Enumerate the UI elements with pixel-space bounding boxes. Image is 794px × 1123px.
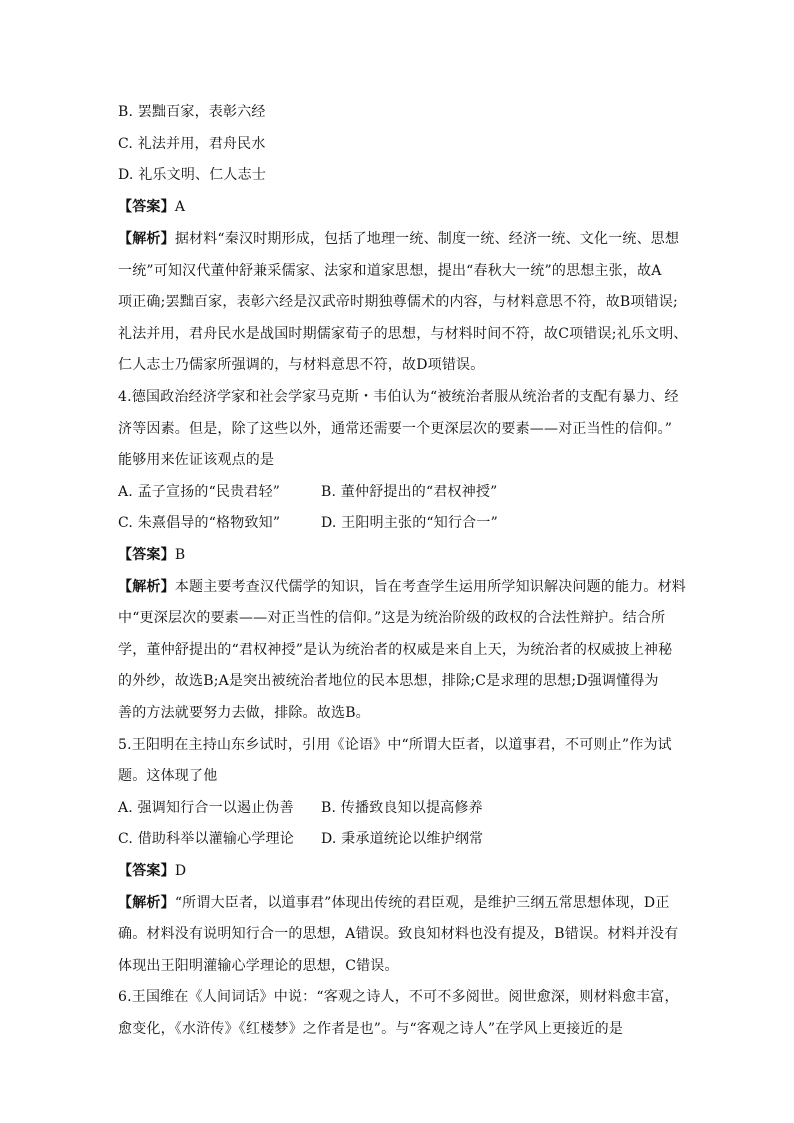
- option-b: B. 传播致良知以提高修养: [321, 800, 483, 816]
- option-d: D. 秉承道统论以维护纲常: [321, 831, 484, 847]
- analysis-text: 据材料“秦汉时期形成，包括了地理一统、制度一统、经济一统、文化一统、思想: [174, 231, 680, 247]
- analysis-text: 本题主要考查汉代儒学的知识，旨在考查学生运用所学知识解决问题的能力。材料: [174, 579, 687, 595]
- option-a: A. 孟子宣扬的“民贵君轻”: [118, 484, 281, 500]
- analysis-line: [118, 229, 679, 249]
- answer-label: 【答案】: [118, 199, 175, 215]
- analysis-label: 【解析】: [118, 579, 175, 595]
- analysis-line: 确。材料没有说明知行合一的思想，A错误。致良知材料也没有提及，B错误。材料并没有: [118, 926, 679, 942]
- option-a: A. 强调知行合一以遏止伪善: [118, 800, 294, 816]
- option-d: D. 王阳明主张的“知行合一”: [321, 515, 498, 531]
- option-row: [118, 829, 484, 849]
- question-stem: 6.王国维在《人间词话》中说：“客观之诗人，不可不多阅世。阅世愈深，则材料愈丰富，: [118, 989, 679, 1005]
- answer-line: [118, 861, 186, 881]
- analysis-line: 礼法并用，君舟民水是战国时期儒家荀子的思想，与材料时间不符，故C项错误;礼乐文明、: [118, 326, 688, 342]
- option-c: C. 借助科举以灌输心学理论: [118, 831, 294, 847]
- analysis-text: “所谓大臣者，以道事君”体现出传统的君臣观，是维护三纲五常思想体现，D正: [174, 895, 670, 911]
- option-b: B. 董仲舒提出的“君权神授”: [321, 484, 498, 500]
- question-stem: 5.王阳明在主持山东乡试时，引用《论语》中“所谓大臣者，以道事君，不可则止”作为试: [118, 737, 672, 753]
- answer-label: 【答案】: [118, 863, 175, 879]
- option-row: [118, 513, 498, 533]
- option-row: [118, 798, 483, 818]
- option-b: B. 罢黜百家，表彰六经: [118, 104, 266, 120]
- question-stem: 4.德国政治经济学家和社会学家马克斯・韦伯认为“被统治者服从统治者的支配有暴力、经: [118, 389, 679, 405]
- analysis-line: 中“更深层次的要素——对正当性的信仰。”这是为统治阶级的政权的合法性辩护。结合所: [118, 610, 666, 626]
- analysis-line: [118, 577, 686, 597]
- option-row: [118, 482, 498, 502]
- analysis-label: 【解析】: [118, 231, 175, 247]
- answer-line: [118, 545, 185, 565]
- question-stem: 愈变化，《水浒传》《红楼梦》之作者是也”。与“客观之诗人”在学风上更接近的是: [118, 1021, 624, 1037]
- answer-value: B: [174, 547, 186, 563]
- question-stem: 题。这体现了他: [118, 768, 218, 784]
- option-c: C. 朱熹倡导的“格物致知”: [118, 515, 281, 531]
- answer-label: 【答案】: [118, 547, 175, 563]
- analysis-label: 【解析】: [118, 895, 175, 911]
- analysis-line: 善的方法就要努力去做，排除。故选B。: [118, 705, 370, 721]
- analysis-line: 的外纱，故选B;A是突出被统治者地位的民本思想，排除;C是求理的思想;D强调懂得为: [118, 673, 659, 689]
- analysis-line: 项正确;罢黜百家，表彰六经是汉武帝时期独尊儒术的内容，与材料意思不符，故B项错误;: [118, 294, 678, 310]
- answer-value: D: [174, 863, 187, 879]
- analysis-line: 仁人志士乃儒家所强调的，与材料意思不符，故D项错误。: [118, 357, 485, 373]
- question-stem: 能够用来佐证该观点的是: [118, 452, 275, 468]
- answer-line: [118, 197, 185, 217]
- analysis-line: 体现出王阳明灌输心学理论的思想，C错误。: [118, 958, 399, 974]
- analysis-line: 一统”可知汉代董仲舒兼采儒家、法家和道家思想，提出“春秋大一统”的思想主张，故A: [118, 263, 662, 279]
- option-c: C. 礼法并用，君舟民水: [118, 136, 266, 152]
- analysis-line: [118, 893, 670, 913]
- analysis-line: 学，董仲舒提出的“君权神授”是认为统治者的权威是来自上天，为统治者的权威披上神秘: [118, 642, 673, 658]
- question-stem: 济等因素。但是，除了这些以外，通常还需要一个更深层次的要素——对正当性的信仰。”: [118, 421, 673, 437]
- answer-value: A: [174, 199, 186, 215]
- option-d: D. 礼乐文明、仁人志士: [118, 167, 267, 183]
